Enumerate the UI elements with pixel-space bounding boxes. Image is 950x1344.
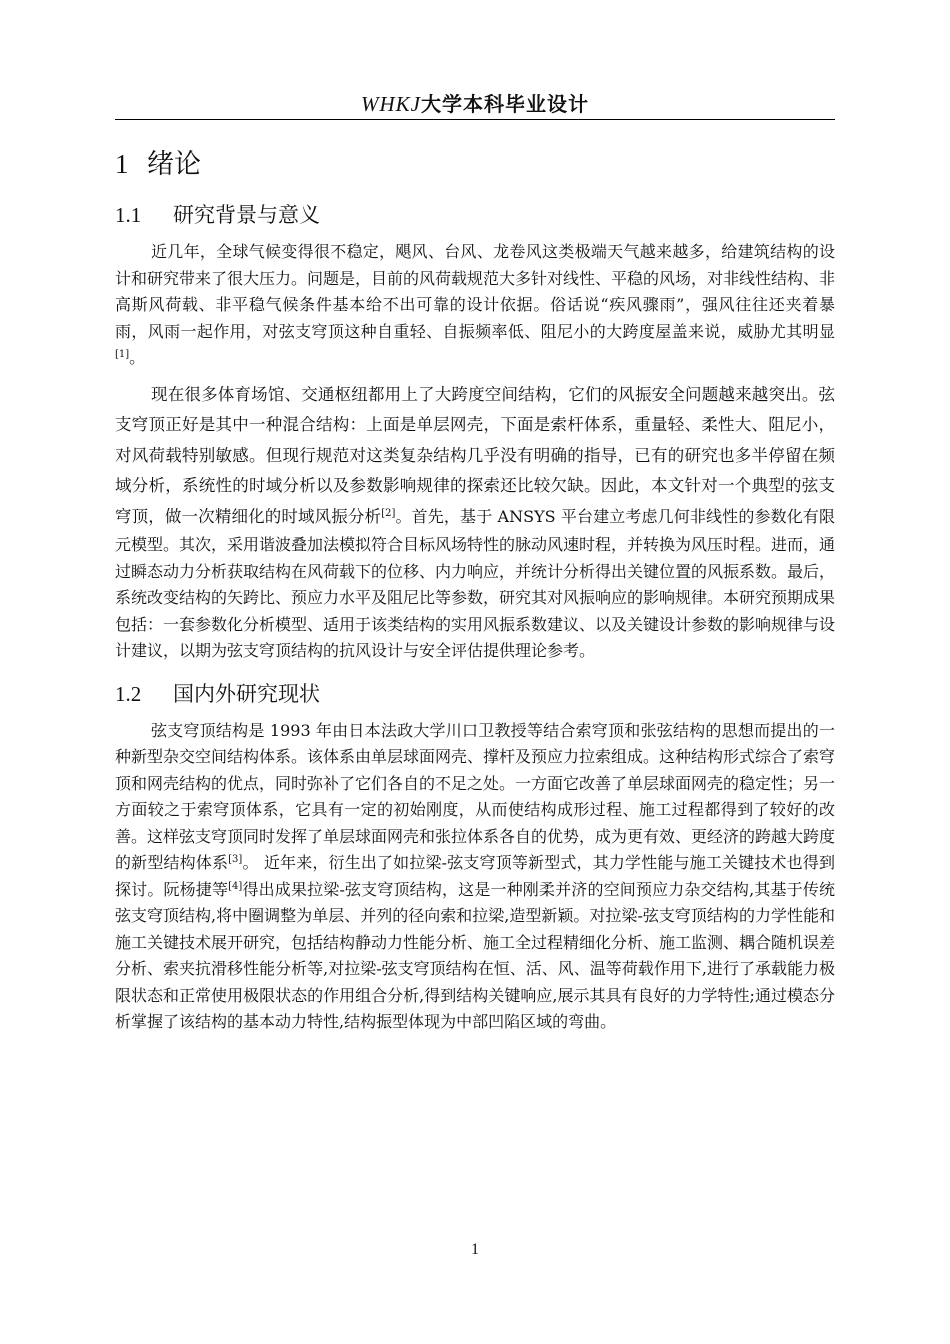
page-number: 1 [471,1241,479,1258]
body-paragraph [115,380,835,665]
paragraph-text-2: 。 近年来，衍生出了如拉梁-弦支穹顶等新型式，其力学性能与施工关键技术也得到探讨。阮杨捷等 [115,853,835,899]
citation-ref: [1] [115,349,130,360]
body-paragraph [115,718,835,1036]
header-rule [115,119,835,120]
citation-ref: [3] [228,854,243,865]
paragraph-text-end: 。 [129,348,146,367]
chapter-number: 1 [115,149,129,179]
body-paragraph [115,239,835,372]
section-title-text: 国内外研究现状 [173,681,320,706]
section-number: 1.1 [115,203,142,227]
citation-ref: [4] [228,880,243,892]
header-title: 大学本科毕业设计 [421,92,589,116]
chapter-title-text: 绪论 [147,149,201,180]
header-latin: WHKJ [361,92,421,116]
section-heading [115,679,835,709]
paragraph-text: 近几年，全球气候变得很不稳定，飓风、台风、龙卷风这类极端天气越来越多，给建筑结构的设计和研究带来了很大压力。问题是，目前的风荷载规范大多针对线性、平稳的风场，对非线性结构、非高斯风荷载、非平稳气候条件基本给不出可靠的设计依据。俗话说“疾风骤雨”，强风往往还夹着暴雨，风雨一起作用，对弦支穹顶这种自重轻、自振频率低、阻尼小的大跨度屋盖来说，威胁尤其明显 [115,242,836,341]
section-heading [115,200,835,230]
citation-ref: [2] [381,507,396,519]
section-number: 1.2 [115,681,142,706]
page-header [115,88,835,117]
paragraph-text: 弦支穹顶结构是 1993 年由日本法政大学川口卫教授等结合索穹顶和张弦结构的思想而提出的一种新型杂交空间结构体系。该体系由单层球面网壳、撑杆及预应力拉索组成。这种结构形式综合了索穹顶和网壳结构的优点，同时弥补了它们各自的不足之处。一方面它改善了单层球面网壳的稳定性；另一方面较之于索穹顶体系，它具有一定的初始刚度，从而使结构成形过程、施工过程都得到了较好的改善。这样弦支穹顶同时发挥了单层球面网壳和张拉体系各自的优势，成为更有效、更经济的跨越大跨度的新型结构体系 [115,720,836,872]
paragraph-text: 。首先，基于 ANSYS 平台建立考虑几何非线性的参数化有限元模型。其次，采用谐波叠加法模拟符合目标风场特性的脉动风速时程，并转换为风压时程。进而，通过瞬态动力分析获取结构在风荷载下的位移、内力响应，并统计分析得出关键位置的风振系数。最后，系统改变结构的矢跨比、预应力水平及阻尼比等参数，研究其对风振响应的影响规律。本研究预期成果包括：一套参数化分析模型、适用于该类结构的实用风振系数建议、以及关键设计参数的影响规律与设计建议，以期为弦支穹顶结构的抗风设计与安全评估提供理论参考。 [115,506,836,660]
chapter-title [115,138,835,190]
paragraph-text-3: 得出成果拉梁-弦支穹顶结构，这是一种刚柔并济的空间预应力杂交结构,其基于传统弦支穹顶结构,将中圈调整为单层、并列的径向索和拉梁,造型新颖。对拉梁-弦支穹顶结构的力学性能和施工关键技术展开研究，包括结构静动力性能分析、施工全过程精细化分析、施工监测、耦合随机误差分析、索夹抗滑移性能分析等,对拉梁-弦支穹顶结构在恒、活、风、温等荷载作用下,进行了承载能力极限状态和正常使用极限状态的作用组合分析,得到结构关键响应,展示其具有良好的力学特性;通过模态分析掌握了该结构的基本动力特性,结构振型体现为中部凹陷区域的弯曲。 [115,879,836,1031]
section-title-text: 研究背景与意义 [173,203,320,227]
page-body [115,138,835,1036]
paragraph-text-emphasis: 现在很多体育场馆、交通枢纽都用上了大跨度空间结构，它们的风振安全问题越来越突出。弦支穹顶正好是其中一种混合结构：上面是单层网壳，下面是索杆体系，重量轻、柔性大、阻尼小，对风荷载特别敏感。但现行规范对这类复杂结构几乎没有明确的指导，已有的研究也多半停留在频域分析，系统性的时域分析以及参数影响规律的探索还比较欠缺。因此，本文针对一个典型的弦支穹顶，做一次精细化的时域风振分析 [115,384,835,526]
